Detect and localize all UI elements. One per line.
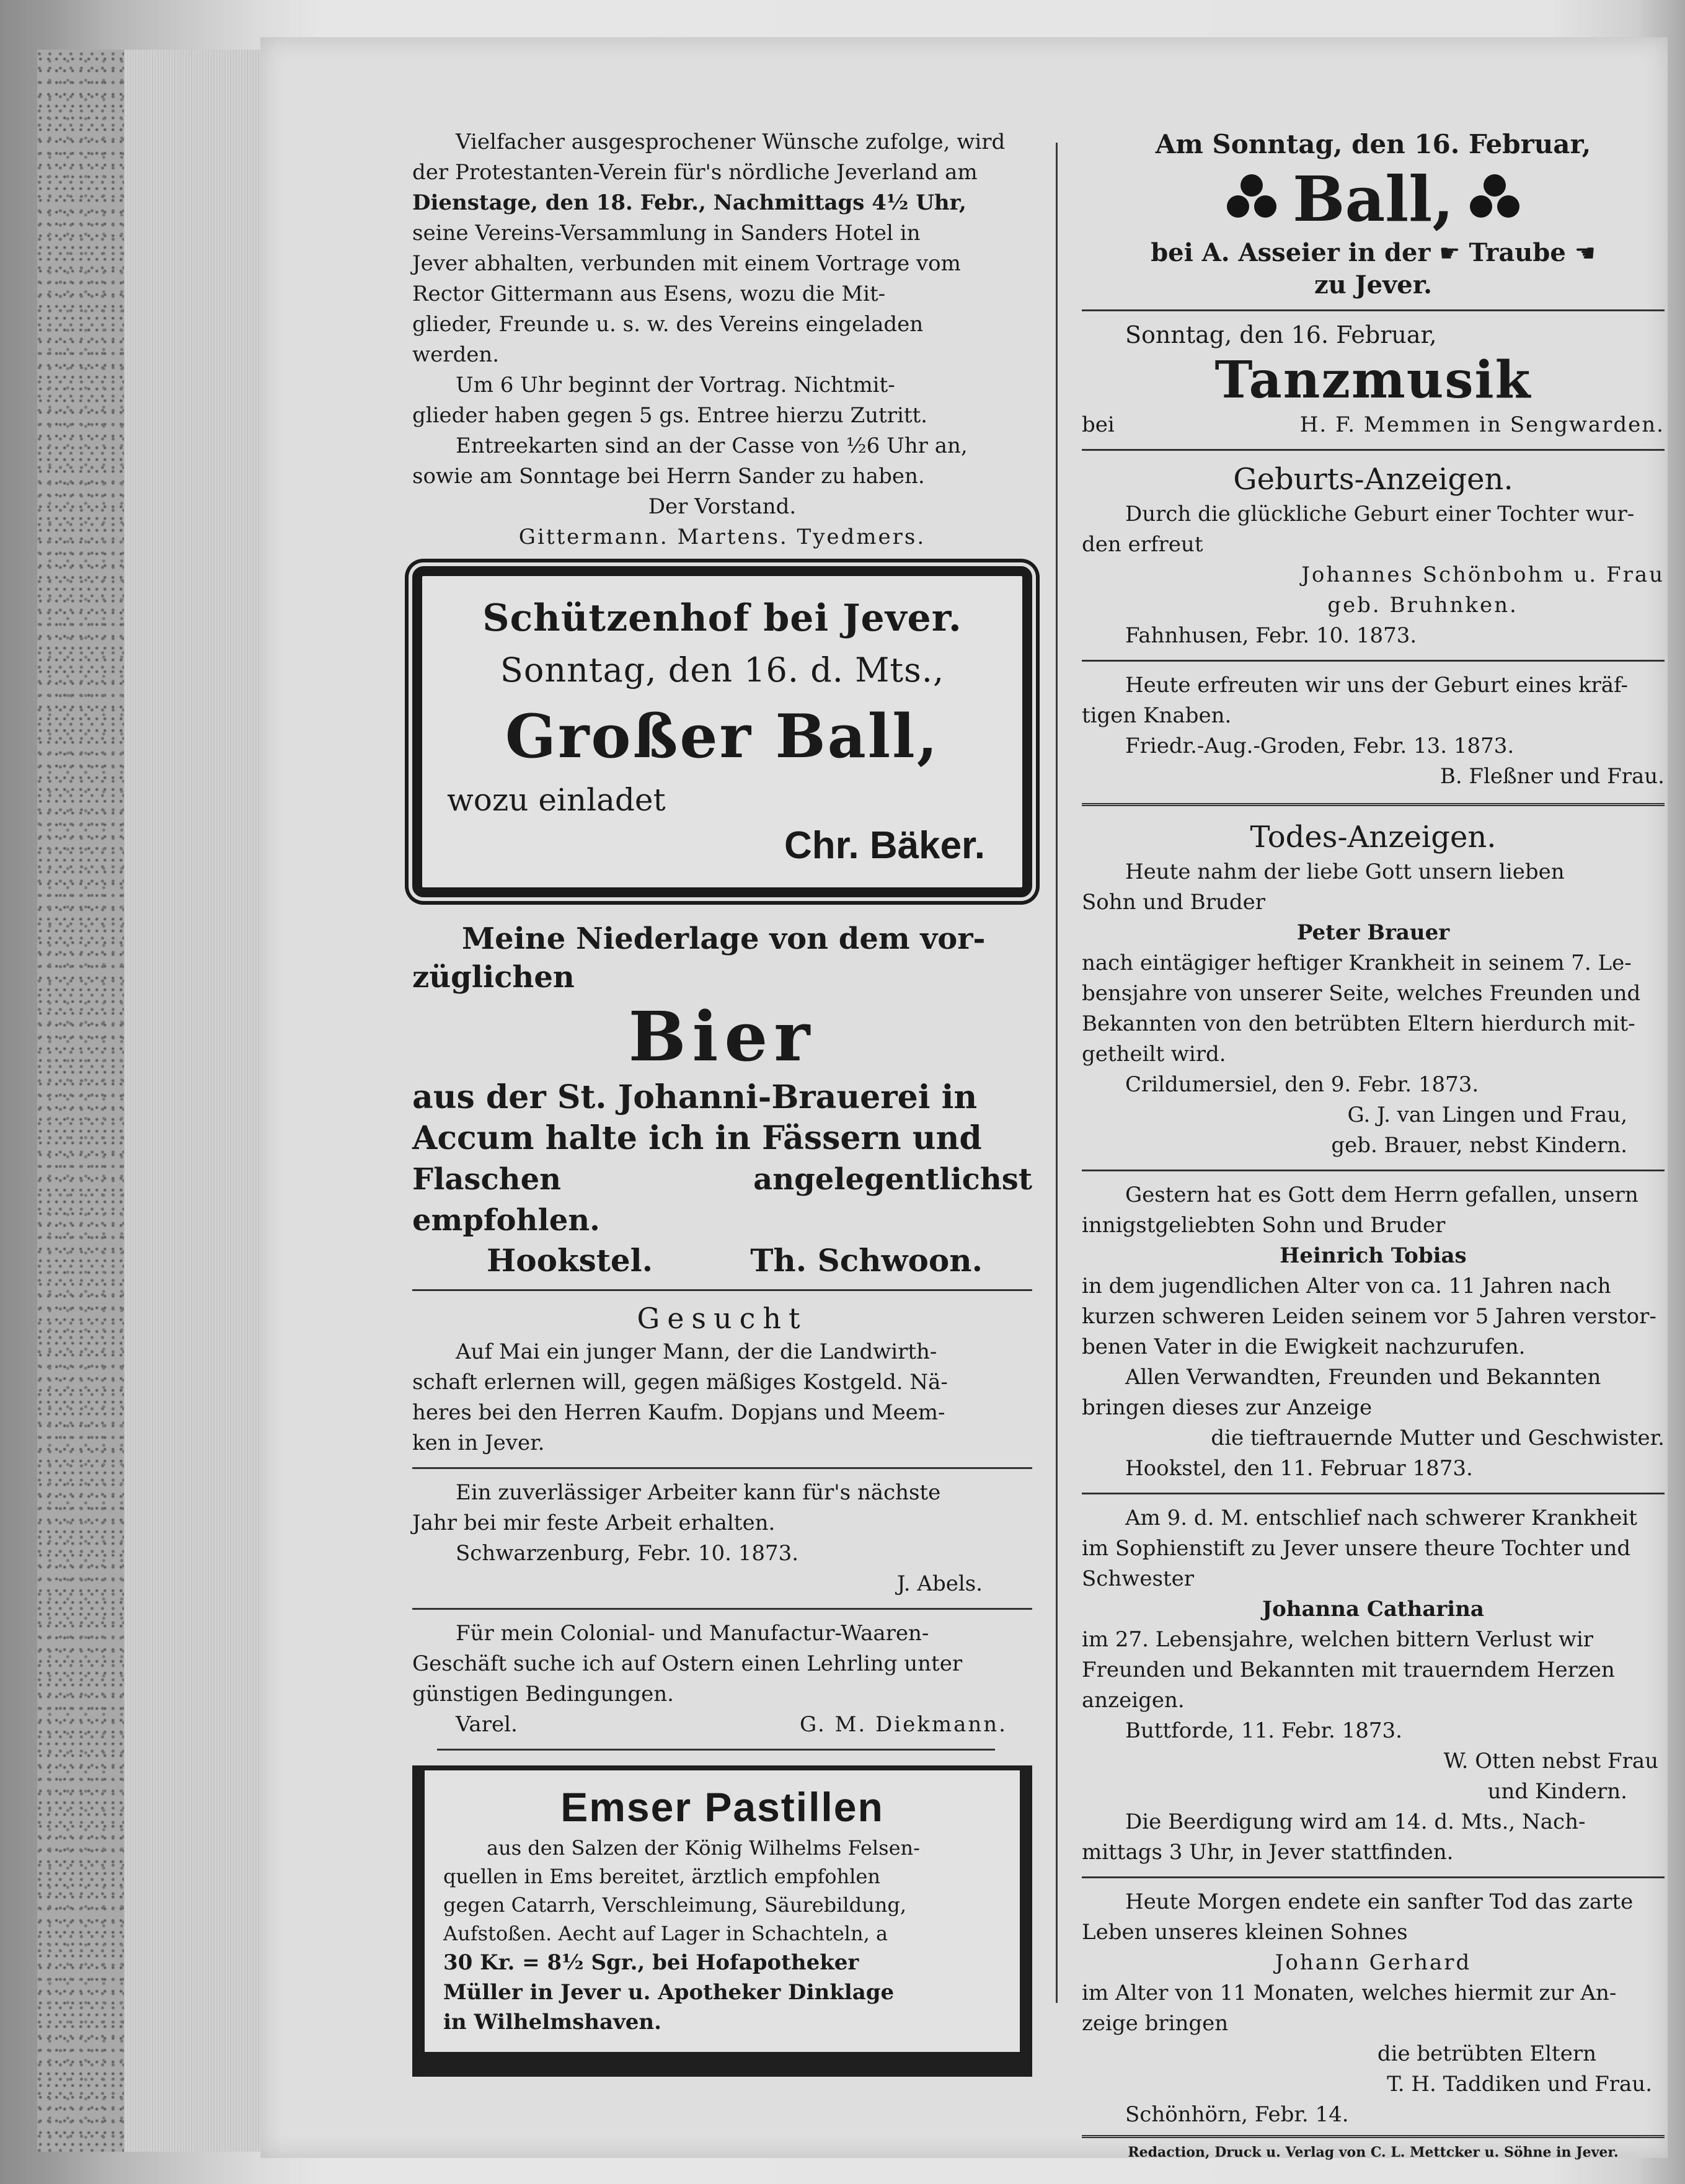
sign-name: Johannes Schönbohm u. Frau bbox=[1301, 562, 1665, 587]
section-title: Geburts-Anzeigen. bbox=[1233, 462, 1513, 497]
sign-name: T. H. Taddiken und Frau. bbox=[1387, 2072, 1652, 2097]
sign-name: geb. Brauer, nebst Kindern. bbox=[1331, 1133, 1627, 1158]
text-line: benen Vater in die Ewigkeit nachzurufen. bbox=[1082, 1334, 1526, 1359]
ad-host-line: bei A. Asseier in der bbox=[1151, 238, 1431, 267]
text-line: Für mein Colonial- und Manufactur-Waaren- bbox=[456, 1621, 929, 1646]
text-line: Sohn und Bruder bbox=[1082, 890, 1266, 915]
ad-host: Chr. Bäker. bbox=[784, 824, 985, 867]
sign-name: G. M. Diekmann. bbox=[800, 1712, 1007, 1737]
sign-place: Fahnhusen, Febr. 10. 1873. bbox=[1125, 623, 1417, 648]
text-line: glieder, Freunde u. s. w. des Vereins eingeladen bbox=[412, 312, 924, 337]
text-line: Bekannten von den betrübten Eltern hierdurch mit- bbox=[1082, 1011, 1635, 1036]
text-line: der Protestanten-Verein für's nördliche Jeverland am bbox=[412, 160, 978, 185]
arbeiter-ad bbox=[412, 1478, 1032, 1599]
divider bbox=[1082, 803, 1665, 806]
text-line: Accum halte ich in Fässern und bbox=[412, 1119, 982, 1157]
ad-invite: wozu einladet bbox=[447, 782, 666, 818]
ad-title: Emser Pastillen bbox=[560, 1784, 884, 1830]
text-line: Müller in Jever u. Apotheker Dinklage bbox=[443, 1980, 895, 2005]
text-line: gegen Catarrh, Verschleimung, Säurebildung, bbox=[443, 1893, 906, 1917]
todes-anzeigen bbox=[1082, 817, 1665, 2130]
text-line: Entreekarten sind an der Casse von ½6 Uhr an, bbox=[456, 433, 968, 458]
divider bbox=[1082, 1493, 1665, 1494]
text-line: Leben unseres kleinen Sohnes bbox=[1082, 1920, 1408, 1945]
ad-event: Großer Ball, bbox=[505, 701, 940, 771]
sign-place: Hookstel, den 11. Februar 1873. bbox=[1125, 1456, 1473, 1481]
text-line: den erfreut bbox=[1082, 532, 1203, 557]
left-column bbox=[412, 127, 1032, 2077]
signature-names: Gittermann. Martens. Tyedmers. bbox=[518, 525, 926, 549]
schuetzenhof-ad bbox=[412, 566, 1032, 897]
text-line: im 27. Lebensjahre, welchen bittern Verlust wir bbox=[1082, 1627, 1594, 1652]
divider bbox=[437, 1749, 995, 1751]
text-line: 30 Kr. = 8½ Sgr., bei Hofapotheker bbox=[443, 1950, 859, 1975]
text-line: züglichen bbox=[412, 960, 575, 995]
book-cover-edge bbox=[37, 50, 124, 2152]
ad-date: Sonntag, den 16. Februar, bbox=[1125, 321, 1437, 348]
pointing-hand-icon: ☚ bbox=[1574, 239, 1596, 267]
column-divider bbox=[1056, 143, 1058, 2003]
deceased-name: Johanna Catharina bbox=[1262, 1597, 1484, 1622]
text-line: seine Vereins-Versammlung in Sanders Hotel in bbox=[412, 221, 921, 246]
ball-title-row bbox=[1082, 162, 1665, 236]
text-line: Die Beerdigung wird am 14. d. Mts., Nach- bbox=[1125, 1809, 1586, 1834]
text-line: Rector Gittermann aus Esens, wozu die Mit- bbox=[412, 282, 886, 306]
sign-name: Th. Schwoon. bbox=[750, 1242, 983, 1279]
page-stack-edge bbox=[124, 50, 267, 2152]
text-line: Freunden und Bekannten mit trauerndem Herzen bbox=[1082, 1658, 1615, 1682]
signature-vorstand: Der Vorstand. bbox=[648, 494, 797, 519]
sign-place: Hookstel. bbox=[487, 1242, 653, 1279]
ad-line bbox=[1082, 236, 1665, 270]
ad-title: Schützenhof bei Jever. bbox=[482, 597, 962, 640]
trefoil-ornament-icon bbox=[1227, 174, 1276, 224]
text-line: getheilt wird. bbox=[1082, 1042, 1226, 1067]
text-line: anzeigen. bbox=[1082, 1688, 1185, 1713]
text-line: mittags 3 Uhr, in Jever stattfinden. bbox=[1082, 1840, 1454, 1865]
text-line: im Sophienstift zu Jever unsere theure Tochter und bbox=[1082, 1536, 1631, 1561]
text-line: quellen in Ems bereitet, ärztlich empfohlen bbox=[443, 1865, 880, 1888]
text-line: aus der St. Johanni-Brauerei in bbox=[412, 1078, 978, 1116]
sign-name: W. Otten nebst Frau bbox=[1443, 1749, 1658, 1773]
text-line: bringen dieses zur Anzeige bbox=[1082, 1395, 1373, 1420]
text-line: günstigen Bedingungen. bbox=[412, 1682, 674, 1707]
section-title: Todes-Anzeigen. bbox=[1250, 820, 1497, 855]
text-line: Ein zuverlässiger Arbeiter kann für's nächste bbox=[456, 1480, 941, 1505]
ad-title: Gesucht bbox=[637, 1302, 808, 1335]
trefoil-ornament-icon bbox=[1470, 174, 1519, 224]
text-line: tigen Knaben. bbox=[1082, 703, 1232, 728]
text-line: Durch die glückliche Geburt einer Tochter wur- bbox=[1125, 502, 1635, 526]
bier-ad bbox=[412, 920, 1032, 1281]
gesucht-ad bbox=[412, 1300, 1032, 1458]
text-line: Gestern hat es Gott dem Herrn gefallen, unsern bbox=[1125, 1183, 1639, 1207]
sign-name: G. J. van Lingen und Frau, bbox=[1347, 1103, 1627, 1127]
text-line: im Alter von 11 Monaten, welches hiermit zur An- bbox=[1082, 1981, 1617, 2005]
colonial-ad bbox=[412, 1618, 1032, 1740]
divider bbox=[1082, 449, 1665, 451]
divider bbox=[1082, 309, 1665, 311]
ad-date: Am Sonntag, den 16. Februar, bbox=[1155, 129, 1591, 159]
sign-place: Varel. bbox=[456, 1712, 518, 1737]
text-line: glieder haben gegen 5 gs. Entree hierzu Zutritt. bbox=[412, 403, 927, 428]
text-line: bensjahre von unserer Seite, welches Freunden und bbox=[1082, 981, 1641, 1006]
divider bbox=[1082, 1876, 1665, 1878]
right-column bbox=[1082, 127, 1665, 2163]
text-line: Dienstage, den 18. Febr., Nachmittags 4½ Uhr, bbox=[412, 190, 966, 215]
emser-pastillen-ad bbox=[412, 1765, 1032, 2077]
text-line: Jever abhalten, verbunden mit einem Vortrage vom bbox=[412, 251, 961, 276]
geburts-anzeigen bbox=[1082, 459, 1665, 792]
text-line: Allen Verwandten, Freunden und Bekannten bbox=[1125, 1365, 1601, 1390]
text-line: Schwester bbox=[1082, 1566, 1194, 1591]
ad-city: zu Jever. bbox=[1314, 270, 1433, 300]
sign-place: Crildumersiel, den 9. Febr. 1873. bbox=[1125, 1072, 1479, 1097]
text-line: Heute Morgen endete ein sanfter Tod das zarte bbox=[1125, 1889, 1634, 1914]
sign-name: B. Fleßner und Frau. bbox=[1440, 764, 1665, 789]
imprint-footer: Redaction, Druck u. Verlag von C. L. Mettcker u. Söhne in Jever. bbox=[1128, 2144, 1619, 2160]
text-line: in Wilhelmshaven. bbox=[443, 2010, 661, 2035]
text-line: kurzen schweren Leiden seinem vor 5 Jahren verstor- bbox=[1082, 1304, 1656, 1329]
text-line: Aufstoßen. Aecht auf Lager in Schachteln, a bbox=[443, 1922, 888, 1945]
text-line: werden. bbox=[412, 342, 500, 367]
text-line: Am 9. d. M. entschlief nach schwerer Krankheit bbox=[1125, 1506, 1637, 1530]
sign-place: Schönhörn, Febr. 14. bbox=[1125, 2102, 1349, 2127]
text-line: aus den Salzen der König Wilhelms Felsen- bbox=[487, 1836, 920, 1860]
divider bbox=[412, 1608, 1032, 1610]
sign-name: die betrübten Eltern bbox=[1377, 2041, 1596, 2066]
text-line: innigstgeliebten Sohn und Bruder bbox=[1082, 1213, 1446, 1238]
sign-name: die tieftrauernde Mutter und Geschwister. bbox=[1211, 1426, 1665, 1450]
text-line: schaft erlernen will, gegen mäßiges Kostgeld. Nä- bbox=[412, 1370, 948, 1395]
protestanten-verein-notice bbox=[412, 127, 1032, 553]
text-line: Meine Niederlage von dem vor- bbox=[462, 921, 986, 956]
divider bbox=[1082, 660, 1665, 662]
sign-name: und Kindern. bbox=[1487, 1779, 1627, 1804]
text-line: Um 6 Uhr beginnt der Vortrag. Nichtmit- bbox=[456, 373, 895, 397]
pointing-hand-icon: ☛ bbox=[1439, 239, 1461, 267]
divider bbox=[412, 1289, 1032, 1291]
sign-name: geb. Bruhnken. bbox=[1327, 593, 1518, 618]
text-line: Heute erfreuten wir uns der Geburt eines kräf- bbox=[1125, 673, 1628, 698]
text-line: Schwarzenburg, Febr. 10. 1873. bbox=[456, 1541, 799, 1566]
deceased-name: Johann Gerhard bbox=[1275, 1950, 1472, 1975]
ad-title: Ball, bbox=[1292, 162, 1454, 236]
ad-venue: Traube bbox=[1469, 238, 1566, 267]
ad-title: Tanzmusik bbox=[1214, 350, 1532, 410]
sign-place: Buttforde, 11. Febr. 1873. bbox=[1125, 1718, 1402, 1743]
text-line: in dem jugendlichen Alter von ca. 11 Jahren nach bbox=[1082, 1274, 1611, 1298]
text-line: heres bei den Herren Kaufm. Dopjans und Meem- bbox=[412, 1400, 945, 1425]
tanzmusik-ad bbox=[1082, 320, 1665, 440]
text-line: Flaschen angelegentlichst empfohlen. bbox=[412, 1162, 1032, 1238]
ad-prefix: bei bbox=[1082, 412, 1115, 437]
ball-ad bbox=[1082, 127, 1665, 301]
deceased-name: Heinrich Tobias bbox=[1280, 1243, 1467, 1268]
text-line: zeige bringen bbox=[1082, 2011, 1229, 2036]
deceased-name: Peter Brauer bbox=[1296, 920, 1450, 945]
text-line: sowie am Sonntage bei Herrn Sander zu haben. bbox=[412, 464, 925, 489]
divider bbox=[1082, 2135, 1665, 2138]
ad-host: H. F. Memmen in Sengwarden. bbox=[1299, 412, 1665, 437]
text-line: Jahr bei mir feste Arbeit erhalten. bbox=[412, 1511, 776, 1535]
text-line: Auf Mai ein junger Mann, der die Landwirth- bbox=[456, 1339, 937, 1364]
sign-place: Friedr.-Aug.-Groden, Febr. 13. 1873. bbox=[1125, 734, 1515, 758]
sign-name: J. Abels. bbox=[896, 1571, 983, 1596]
text-line: Geschäft suche ich auf Ostern einen Lehrling unter bbox=[412, 1651, 963, 1676]
divider bbox=[1082, 1170, 1665, 1171]
text-line: ken in Jever. bbox=[412, 1431, 545, 1455]
divider bbox=[412, 1467, 1032, 1469]
ad-date: Sonntag, den 16. d. Mts., bbox=[500, 650, 945, 690]
text-line: Heute nahm der liebe Gott unsern lieben bbox=[1125, 859, 1565, 884]
ad-bier-title: Bier bbox=[628, 997, 816, 1076]
text-line: Vielfacher ausgesprochener Wünsche zufolge, wird bbox=[456, 130, 1006, 154]
text-line: nach eintägiger heftiger Krankheit in seinem 7. Le- bbox=[1082, 951, 1632, 975]
